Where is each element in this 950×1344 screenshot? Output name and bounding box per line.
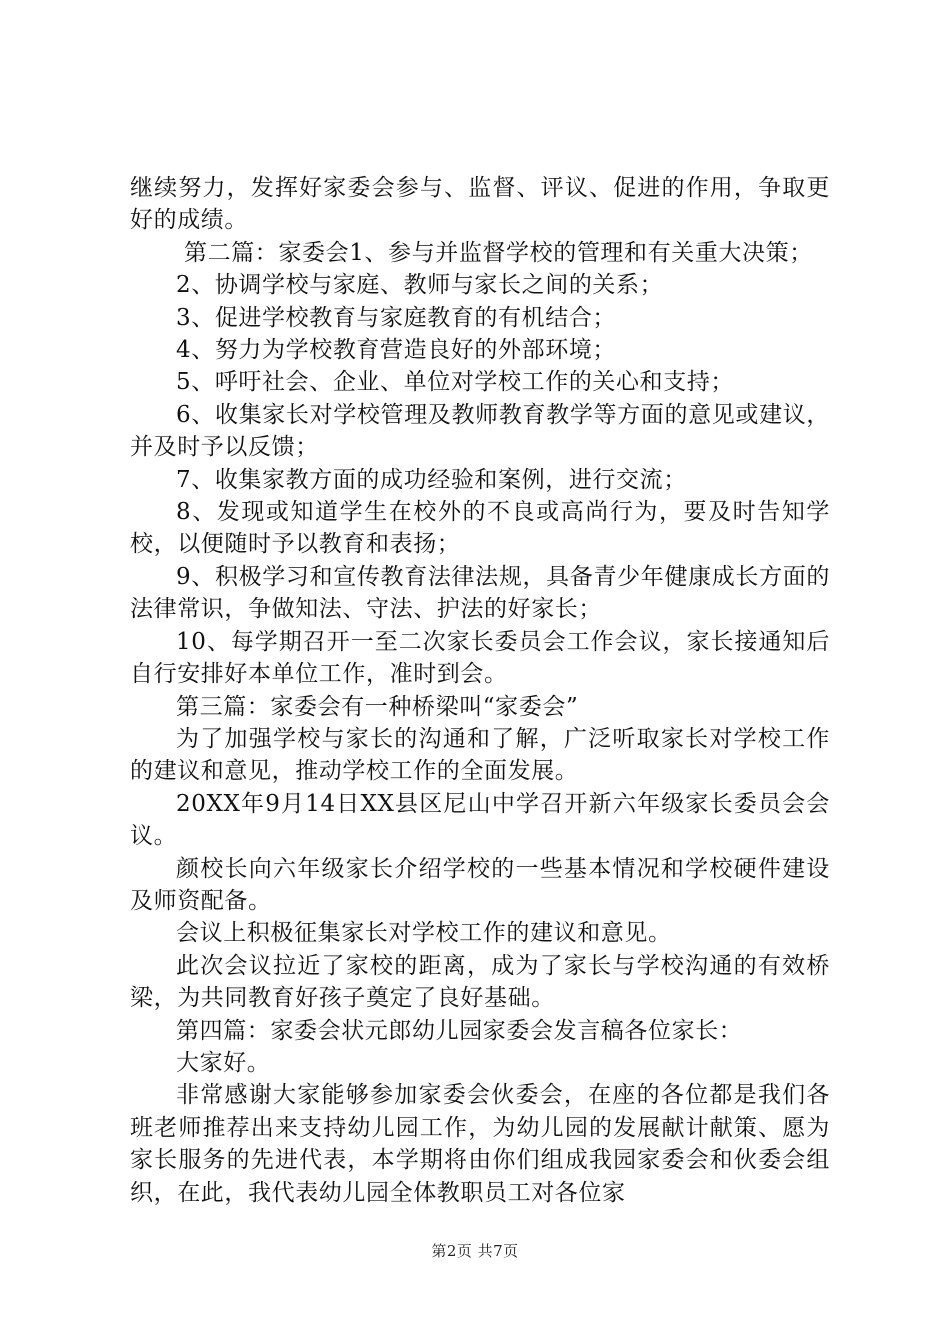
paragraph: 9、积极学习和宣传教育法律法规，具备青少年健康成长方面的法律常识，争做知法、守法、护法的好家长；: [130, 563, 830, 623]
paragraph: 6、收集家长对学校管理及教师教育教学等方面的意见或建议，并及时予以反馈；: [130, 401, 830, 461]
paragraph: 非常感谢大家能够参加家委会伙委会，在座的各位都是我们各班老师推荐出来支持幼儿园工作，为幼儿园的发展献计献策、愿为家长服务的先进代表，本学期将由你们组成我园家委会和伙委会组织，在此，我代表幼儿园全体教职员工对各位家: [130, 1082, 830, 1206]
section-heading: 第四篇：家委会状元郎幼儿园家委会发言稿各位家长：: [176, 1017, 743, 1044]
paragraph: 8、发现或知道学生在校外的不良或高尚行为，要及时告知学校，以便随时予以教育和表扬；: [130, 499, 830, 558]
paragraph: 此次会议拉近了家校的距离，成为了家长与学校沟通的有效桥梁，为共同教育好孩子奠定了良好基础。: [130, 952, 830, 1012]
paragraph: 大家好。: [176, 1049, 271, 1076]
paragraph: 颜校长向六年级家长介绍学校的一些基本情况和学校硬件建设及师资配备。: [130, 855, 830, 914]
paragraph: 7、收集家教方面的成功经验和案例，进行交流；: [176, 466, 687, 493]
paragraph: 会议上积极征集家长对学校工作的建议和意见。: [176, 920, 672, 947]
paragraph: 4、努力为学校教育营造良好的外部环境；: [176, 337, 617, 364]
page-number-footer: 第2页 共7页: [431, 1242, 519, 1260]
paragraph: 20XX年9月14日XX县区尼山中学召开新六年级家长委员会会议。: [130, 790, 830, 850]
paragraph: 2、协调学校与家庭、教师与家长之间的关系；: [176, 272, 664, 299]
paragraph: 继续努力，发挥好家委会参与、监督、评议、促进的作用，争取更好的成绩。: [130, 175, 830, 234]
paragraph: 第二篇：家委会1、参与并监督学校的管理和有关重大决策；: [184, 239, 813, 266]
paragraph: 为了加强学校与家长的沟通和了解，广泛听取家长对学校工作的建议和意见，推动学校工作的全面发展。: [130, 725, 830, 785]
paragraph: 10、每学期召开一至二次家长委员会工作会议，家长接通知后自行安排好本单位工作，准时到会。: [130, 628, 830, 688]
paragraph: 3、促进学校教育与家庭教育的有机结合；: [176, 304, 617, 331]
document-body: [130, 172, 830, 1209]
paragraph: 5、呼吁社会、企业、单位对学校工作的关心和支持；: [176, 369, 735, 396]
section-heading: 第三篇：家委会有一种桥梁叫“家委会”: [176, 693, 579, 720]
